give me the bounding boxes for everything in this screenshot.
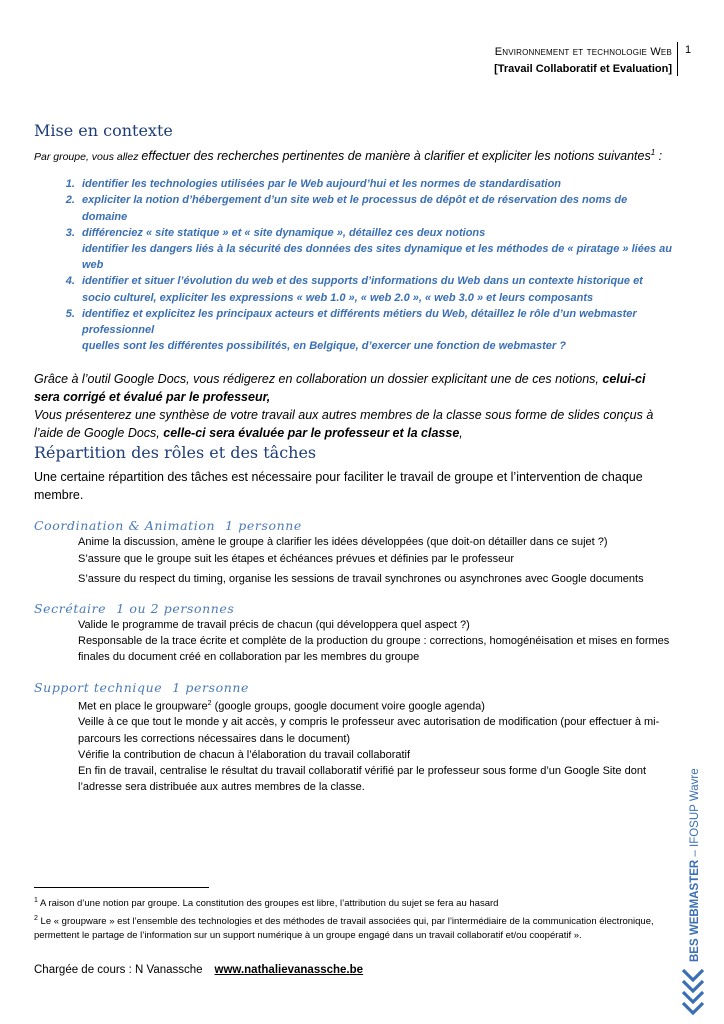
intro-lead: Par groupe, vous allez	[34, 151, 142, 164]
chevron-down-icon	[680, 966, 706, 1016]
task-list	[34, 176, 674, 354]
running-header	[494, 44, 672, 78]
role-heading-support	[34, 680, 674, 696]
footer-author: Chargée de cours : N Vanassche	[34, 964, 203, 976]
instructions-paragraph	[34, 370, 674, 442]
header-subtitle: [Travail Collaboratif et Evaluation]	[494, 63, 672, 75]
list-item	[78, 192, 674, 224]
role-title: Secrétaire	[34, 601, 107, 616]
header-divider	[677, 42, 678, 76]
role-count: 1 personne	[225, 518, 302, 534]
list-item	[78, 306, 674, 355]
website-link[interactable]: www.nathalievanassche.be	[214, 964, 364, 976]
footnote-text: A raison d’une notion par groupe. La constitution des groupes est libre, l’attribution du sujet se fera au hasard	[37, 898, 499, 910]
role-task-line: S’assure du respect du timing, organise les sessions de travail synchrones ou asynchrones avec Google documents	[78, 572, 644, 585]
context-intro	[34, 144, 674, 166]
list-item	[78, 273, 674, 305]
task-text-continued: identifier les dangers liés à la sécurité des données des sites dynamique et les méthodes de « piratage » liées au web	[82, 242, 672, 272]
list-item	[78, 225, 674, 274]
footnote-separator	[34, 887, 209, 888]
role-task-line: S’assure que le groupe suit les étapes et échéances prévues et définies par le professeur	[78, 552, 514, 565]
intro-text: effectuer des recherches pertinentes de manière à clarifier et expliciter les notions suivantes	[141, 149, 651, 164]
footnote-number: 2	[34, 914, 38, 922]
role-title: Support technique	[34, 679, 163, 695]
footnote-text: Le « groupware » est l’ensemble des technologies et des méthodes de travail associées qui, par l’intermédiaire de la communication électronique, permettent le partage de l’information sur un support numérique à un groupe engagé dans un travail collaboratif et/ou coopératif ».	[34, 915, 654, 942]
role-task-line: Veille à ce que tout le monde y ait accès, y compris le professeur avec autorisation de modification (pour effectuer à mi-parcours les corrections nécessaires dans le document)	[78, 716, 660, 745]
para1-bold: celui-ci sera corrigé et évalué par le professeur,	[34, 372, 646, 405]
footnote-2	[34, 912, 654, 944]
role-task-line: Valide le programme de travail précis de chacun (qui développera quel aspect ?)	[78, 619, 470, 631]
para2-bold: celle-ci sera évaluée par le professeur et la classe	[163, 426, 460, 441]
groupware-tools: (google groups, google document voire google agenda)	[211, 700, 485, 713]
page-footer	[34, 964, 363, 976]
role-count: 1 personne	[172, 679, 250, 695]
task-text-continued: quelles sont les différentes possibilités, en Belgique, d’exercer une fonction de webmaster ?	[82, 340, 566, 353]
para2-end: ,	[459, 426, 463, 441]
role-task-line: Vérifie la contribution de chacun à l’élaboration du travail collaboratif	[78, 748, 411, 761]
roles-intro: Une certaine répartition des tâches est nécessaire pour faciliter le travail de groupe et l’intervention de chaque membre.	[34, 470, 643, 503]
role-heading-coordination	[34, 518, 674, 534]
section-heading-context: Mise en contexte	[34, 121, 173, 140]
role-tasks-coordination	[34, 534, 674, 587]
list-item	[78, 176, 674, 192]
side-banner	[689, 768, 701, 962]
task-text: identifier les technologies utilisées par le Web aujourd’hui et les normes de standardisation	[82, 178, 562, 191]
role-heading-secretary	[34, 601, 674, 617]
side-banner-bold: BES WEBMASTER	[689, 859, 701, 962]
role-tasks-secretary	[34, 617, 674, 666]
task-text: expliciter la notion d’hébergement d’un site web et le processus de dépôt et de réservation des noms de domaine	[82, 194, 628, 223]
role-tasks-support	[34, 696, 674, 796]
role-task-line: En fin de travail, centralise le résultat du travail collaboratif vérifié par le professeur sous forme d’un Google Site dont l’adresse sera distribuée aux autres membres de la classe.	[78, 765, 647, 794]
task-text: différenciez « site statique » et « site dynamique », détaillez ces deux notions	[82, 226, 486, 239]
footnotes	[34, 894, 654, 944]
footnote-number: 1	[34, 897, 38, 904]
main-content	[34, 120, 674, 795]
role-title: Coordination & Animation	[34, 518, 216, 534]
intro-end: :	[655, 149, 663, 164]
para2-text: Vous présenterez une synthèse de votre travail aux autres membres de la classe sous forme de slides conçus à l’aide de Google Docs,	[34, 408, 654, 441]
page-number: 1	[685, 44, 692, 56]
para1-text: Grâce à l’outil Google Docs, vous rédigerez en collaboration un dossier explicitant une de ces notions,	[34, 372, 603, 387]
footnote-1	[34, 894, 654, 912]
role-task-line: Responsable de la trace écrite et complète de la production du groupe : corrections, homogénéisation et mises en formes finales du document créé en collaboration par les membres du groupe	[78, 635, 670, 664]
side-banner-rest: – IFOSUP Wavre	[689, 768, 701, 860]
footnote-ref-1[interactable]: 1	[650, 148, 656, 157]
section-heading-roles: Répartition des rôles et des tâches	[34, 443, 317, 463]
role-count: 1 ou 2 personnes	[116, 601, 235, 616]
footnote-ref-2[interactable]: 2	[207, 699, 212, 707]
task-text: identifiez et explicitez les principaux acteurs et différents métiers du Web, détaillez le rôle d’un webmaster professionnel	[82, 307, 637, 336]
header-course-title: Environnement et technologie Web	[494, 46, 672, 58]
role-task-line: Anime la discussion, amène le groupe à clarifier les idées développées (que doit-on détailler dans ce sujet ?)	[78, 536, 608, 549]
task-text: identifier et situer l’évolution du web et des supports d’informations du Web dans un contexte historique et socio culturel, expliciter les expressions « web 1.0 », « web 2.0 », « web 3.0 » et leurs composants	[82, 275, 643, 304]
role-task-line	[78, 696, 674, 715]
groupware-text: Met en place le groupware	[78, 700, 208, 713]
